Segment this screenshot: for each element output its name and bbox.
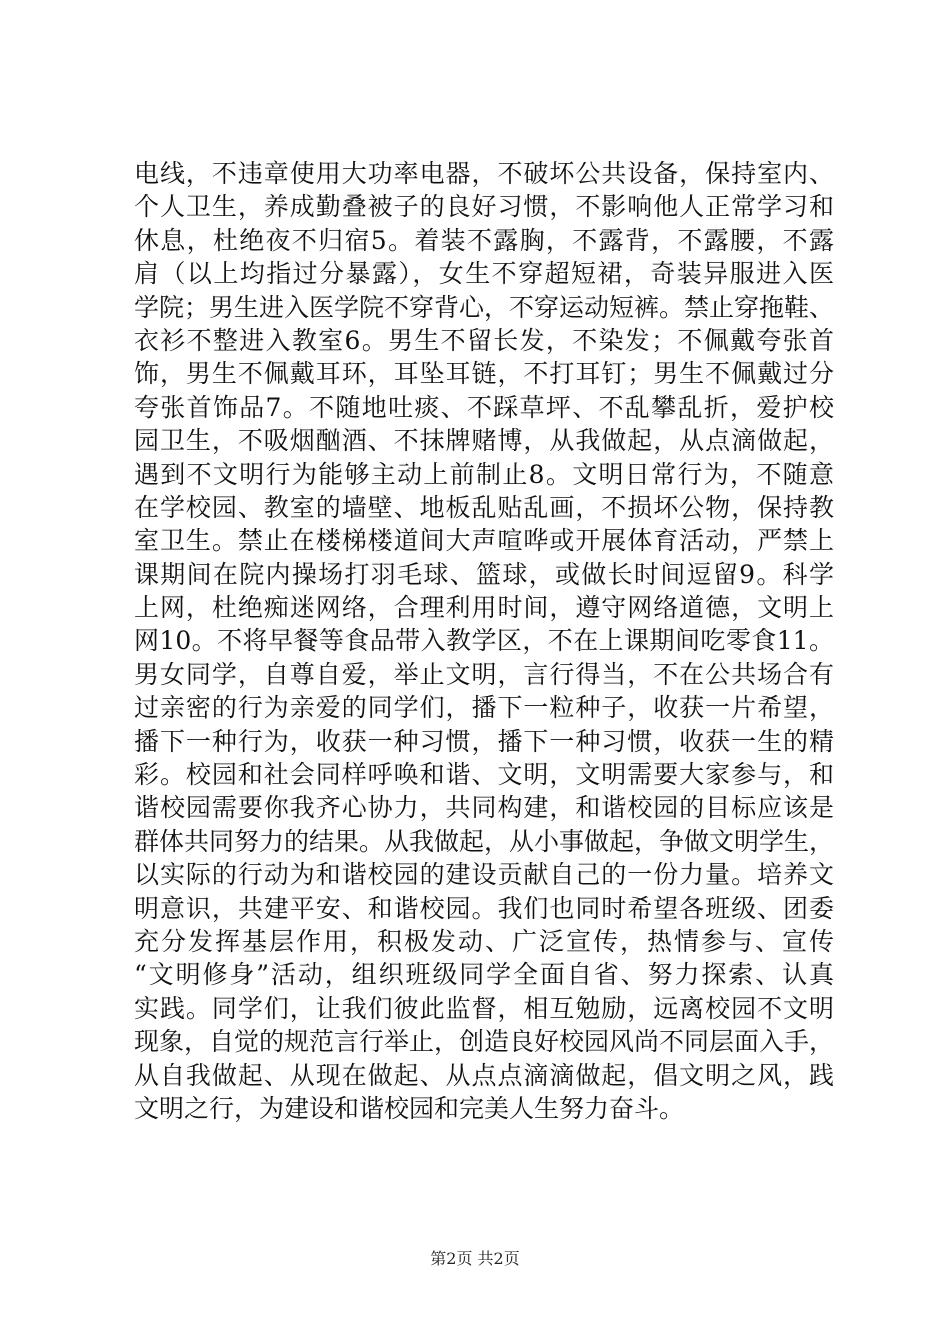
text-line: “文明修身”活动，组织班级同学全面自省、努力探索、认真 — [134, 960, 834, 990]
text-line: 群体共同努力的结果。从我做起，从小事做起，争做文明学生， — [134, 826, 835, 856]
text-line: 明意识，共建平安、和谐校园。我们也同时希望各班级、团委 — [134, 893, 834, 923]
text-line: 在学校园、教室的墙壁、地板乱贴乱画，不损坏公物，保持教 — [134, 492, 834, 522]
text-line: 过亲密的行为亲爱的同学们，播下一粒种子，收获一片希望， — [134, 693, 834, 723]
text-line: 课期间在院内操场打羽毛球、篮球，或做长时间逗留9。科学 — [134, 559, 834, 589]
text-line: 饰，男生不佩戴耳环，耳坠耳链，不打耳钉；男生不佩戴过分 — [134, 359, 834, 389]
text-line: 充分发挥基层作用，积极发动、广泛宣传，热情参与、宣传 — [134, 926, 834, 956]
text-line: 上网，杜绝痴迷网络，合理利用时间，遵守网络道德，文明上 — [134, 593, 834, 623]
text-line: 园卫生，不吸烟酗酒、不抹牌赌博，从我做起，从点滴做起， — [134, 426, 834, 456]
text-line: 学院；男生进入医学院不穿背心，不穿运动短裤。禁止穿拖鞋、 — [134, 292, 835, 322]
text-line: 个人卫生，养成勤叠被子的良好习惯，不影响他人正常学习和 — [134, 192, 834, 222]
text-line: 从自我做起、从现在做起、从点点滴滴做起，倡文明之风，践 — [134, 1060, 834, 1090]
text-line: 实践。同学们，让我们彼此监督，相互勉励，远离校园不文明 — [134, 993, 834, 1023]
text-line: 播下一种行为，收获一种习惯，播下一种习惯，收获一生的精 — [134, 726, 834, 756]
text-line: 现象，自觉的规范言行举止，创造良好校园风尚不同层面入手， — [134, 1027, 835, 1057]
text-line: 室卫生。禁止在楼梯楼道间大声喧哗或开展体育活动，严禁上 — [134, 526, 834, 556]
text-line: 休息，杜绝夜不归宿5。着装不露胸，不露背，不露腰，不露 — [134, 225, 834, 255]
text-line: 电线，不违章使用大功率电器，不破坏公共设备，保持室内、 — [134, 159, 834, 188]
text-line: 文明之行，为建设和谐校园和完美人生努力奋斗。 — [134, 1093, 685, 1123]
text-line: 谐校园需要你我齐心协力，共同构建，和谐校园的目标应该是 — [134, 793, 834, 823]
page-footer: 第2页 共2页 — [430, 1249, 520, 1268]
body-paragraph — [134, 157, 834, 1125]
text-line: 衣衫不整进入教室6。男生不留长发，不染发；不佩戴夸张首 — [134, 325, 834, 355]
text-line: 遇到不文明行为能够主动上前制止8。文明日常行为，不随意 — [134, 459, 834, 489]
text-line: 男女同学，自尊自爱，举止文明，言行得当，不在公共场合有 — [134, 659, 834, 689]
text-line: 网10。不将早餐等食品带入教学区，不在上课期间吃零食11。 — [134, 626, 834, 656]
text-line: 彩。校园和社会同样呼唤和谐、文明，文明需要大家参与，和 — [134, 760, 834, 790]
text-line: 肩（以上均指过分暴露），女生不穿超短裙，奇装异服进入医 — [134, 259, 834, 289]
text-line: 以实际的行动为和谐校园的建设贡献自己的一份力量。培养文 — [134, 860, 834, 890]
text-line: 夸张首饰品7。不随地吐痰、不踩草坪、不乱攀乱折，爱护校 — [134, 392, 834, 422]
